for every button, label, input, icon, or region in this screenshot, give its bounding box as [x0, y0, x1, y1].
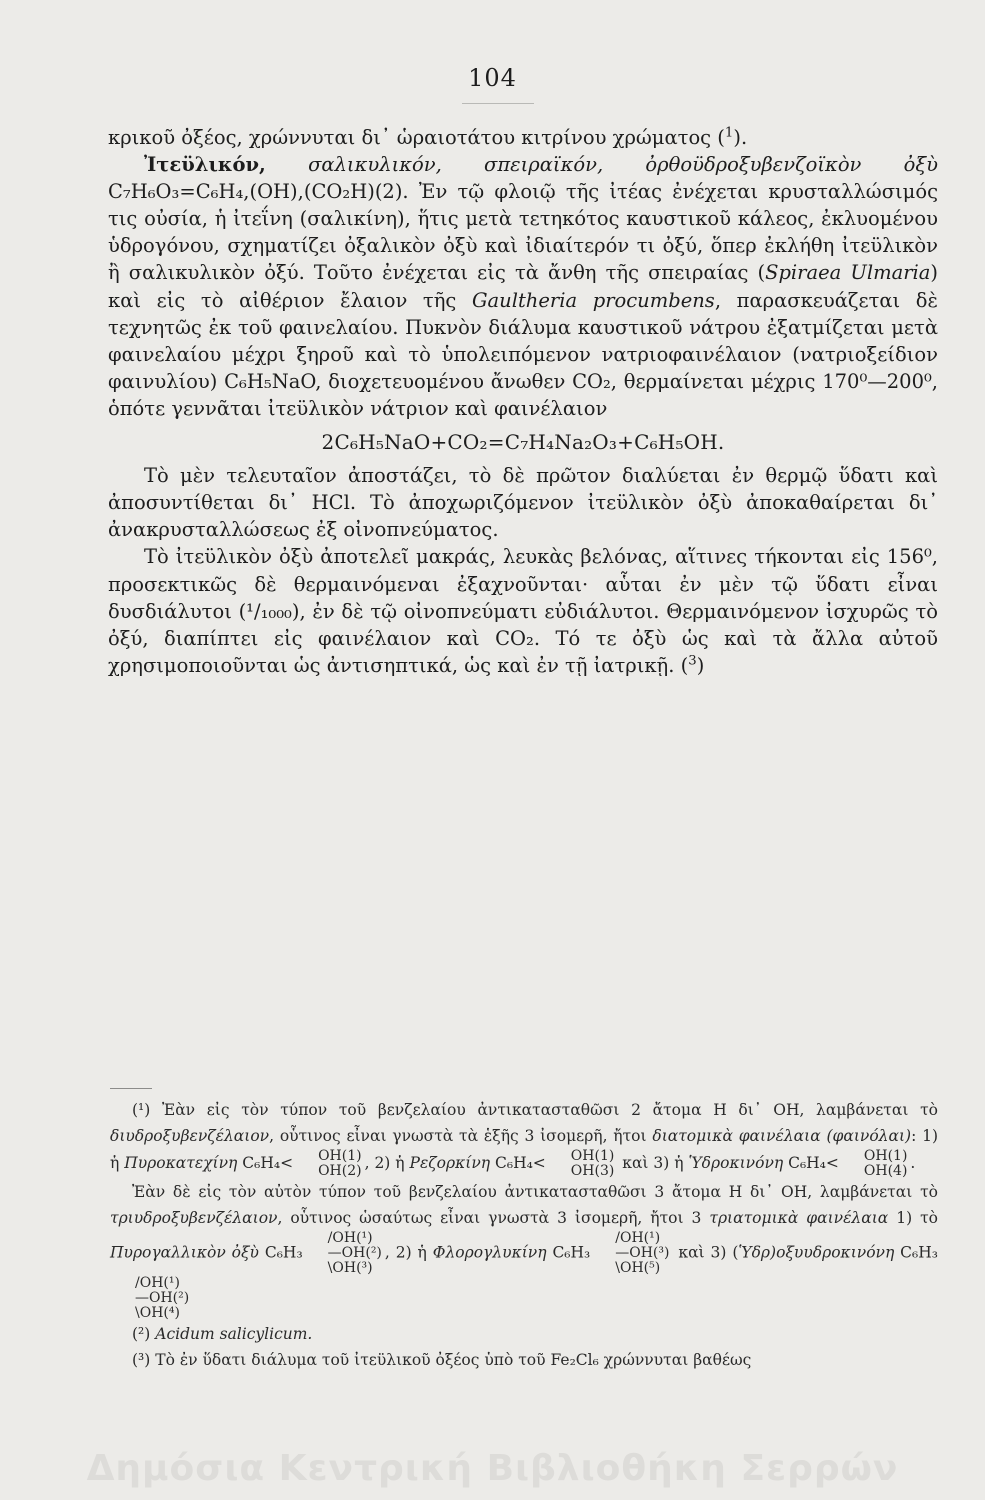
compound-name: Πυρογαλλικὸν ὀξὺ: [110, 1243, 259, 1262]
formula: C₆H₃: [900, 1243, 938, 1262]
footnote-marker: (²): [132, 1325, 151, 1343]
term: τριυδροξυβενζέλαιον: [110, 1209, 278, 1227]
substituent: OH(1): [863, 1148, 908, 1164]
paragraph-1: [108, 124, 938, 151]
formula: C₇H₆O₃=C₆H₄,(OH),(CO₂H): [108, 180, 375, 204]
paragraph-3: Τὸ μὲν τελευταῖον ἀποστάζει, τὸ δὲ πρῶτον διαλύεται ἐν θερμῷ ὕδατι καὶ ἀποσυντίθεται δι᾿ HCl. Τὸ ἀποχωριζόμενον ἰτεϋλικὸν ὀξὺ ἀποκαθαίρεται δι᾿ ἀνακρυσταλλώσεως ἐξ οἰνοπνεύματος.: [108, 464, 938, 542]
page-number: 104: [468, 64, 517, 92]
text-run: , οὗτινος εἶναι γνωστὰ τὰ ἑξῆς 3 ἰσομερῆ, ἤτοι: [269, 1127, 647, 1145]
paragraph-2: [108, 151, 938, 422]
formula: C₆H₃: [264, 1243, 303, 1262]
latin-name: Gaultheria procumbens: [471, 288, 715, 312]
text-run: ) καὶ εἰς τὸ αἰθέριον ἔλαιον τῆς: [108, 261, 938, 312]
footnote-2: [110, 1321, 938, 1347]
substituent: —OH(³): [615, 1245, 670, 1261]
text-run: Ἐν τῷ φλοιῷ τῆς ἰτέας ἐνέχεται κρυσταλλώσιμός τις οὐσία, ἡ ἰτεΐνη (σαλικίνη), ἥτις μετὰ τετηκότος καυστικοῦ κάλεος, ἐκλυομένου ὑδρογόνου, σχηματίζει ὀξαλικὸν ὀξὺ καὶ ἰδιαίτερόν τι ὀξύ, ὅπερ ἐκλήθη ἰτεϋλικὸν ἢ σαλικυλικὸν ὀξύ. Τοῦτο ἐνέχεται εἰς τὰ ἄνθη τῆς σπειραίας (: [108, 180, 939, 285]
footnotes: [110, 1097, 938, 1373]
substituent: OH(1): [570, 1148, 615, 1164]
compound-name: Ὑδροκινόνη: [688, 1154, 784, 1172]
term: διατομικὰ φαινέλαια (φαινόλαι): [652, 1127, 912, 1145]
footnote-ref: 1: [724, 125, 734, 141]
substituent-stack: [296, 1149, 362, 1179]
footnote-1: [110, 1097, 938, 1179]
compound-name: Φλορογλυκίνη: [432, 1243, 547, 1262]
latin-name: Acidum salicylicum.: [155, 1325, 313, 1343]
substituent-stack: [306, 1231, 382, 1276]
chemical-equation: 2C₆H₅NaO+CO₂=C₇H₄Na₂O₃+C₆H₅OH.: [321, 430, 725, 455]
text-run: καὶ 3) ἡ: [622, 1154, 684, 1172]
synonyms: σαλικυλικόν, σπειραϊκόν, ὀρθοϋδροξυβενζοϊκὸν ὀξὺ: [308, 153, 938, 177]
text-run: (¹) Ἐὰν εἰς τὸν τύπον τοῦ βενζελαίου ἀντικατασταθῶσι 2 ἄτομα H δι᾿ OH, λαμβάνεται τὸ: [132, 1101, 938, 1119]
text-run: ).: [733, 126, 748, 149]
substituent: /OH(¹): [327, 1230, 373, 1246]
formula: C₆H₄<: [788, 1154, 839, 1172]
text-run: , 2) ἡ: [364, 1154, 405, 1172]
text-run: , οὗτινος ὡσαύτως εἶναι γνωστὰ 3 ἰσομερῆ, ἤτοι 3: [277, 1209, 702, 1227]
text-run: , 2) ἡ: [384, 1243, 427, 1262]
paragraph-4: [108, 543, 938, 678]
formula: C₆H₄<: [495, 1154, 546, 1172]
text-run: , παρασκευάζεται δὲ τεχνητῶς ἐκ τοῦ φαινελαίου. Πυκνὸν διάλυμα καυστικοῦ νάτρου ἐξατμίζεται μετὰ φαινελαίου μέχρι ξηροῦ καὶ τὸ ὑπολειπόμενον νατριοφαινέλαιον (νατριοξείδιον φαινυλίου) C₆H₅NaO, διοχετευομένου ἄνωθεν CO₂, θερμαίνεται μέχρις 170⁰—200⁰, ὁπότε γεννᾶται ἰτεϋλικὸν νάτριον καὶ φαινέλαιον: [108, 288, 939, 420]
formula: C₆H₃: [552, 1243, 591, 1262]
compound-name: Πυροκατεχίνη: [124, 1154, 238, 1172]
footnote-ref: 3: [688, 653, 697, 669]
latin-name: Spiraea Ulmaria: [765, 261, 931, 285]
substituent-stack: [549, 1149, 615, 1179]
substituent: OH(1): [318, 1148, 362, 1164]
text-run: καὶ 3) (: [678, 1243, 739, 1262]
footnote-3: (³) Τὸ ἐν ὕδατι διάλυμα τοῦ ἰτεϋλικοῦ ὀξέος ὑπὸ τοῦ Fe₂Cl₆ χρώννυται βαθέως: [132, 1351, 752, 1369]
text-run: : 1) ἡ: [110, 1127, 938, 1172]
term: τριατομικὰ φαινέλαια: [709, 1209, 889, 1227]
text-run: Ἐὰν δὲ εἰς τὸν αὐτὸν τύπον τοῦ βενζελαίου ἀντικατασταθῶσι 3 ἄτομα H δι᾿ OH, λαμβάνεται τὸ: [132, 1183, 938, 1201]
footnote-rule: [110, 1088, 152, 1089]
header-rule: [462, 103, 534, 104]
substituent: \OH(⁴): [135, 1305, 180, 1321]
formula: C₆H₄<: [242, 1154, 294, 1172]
substituent: OH(3): [570, 1163, 615, 1179]
text-run: Τὸ ἰτεϋλικὸν ὀξὺ ἀποτελεῖ μακράς, λευκὰς βελόνας, αἵτινες τήκονται εἰς 156⁰, προσεκτικῶς δὲ θερμαινόμεναι ἐξαχνοῦνται· αὗται ἐν μὲν τῷ ὕδατι εἶναι δυσδιάλυτοι (¹/₁₀₀₀), ἐν δὲ τῷ οἰνοπνεύματι εὐδιάλυτοι. Θερμαινόμενον ἰσχυρῶς τὸ ὀξύ, διαπίπτει εἰς φαινέλαιον καὶ CO₂. Τό τε ὀξὺ ὡς καὶ τὰ ἄλλα αὐτοῦ χρησιμοποιοῦνται ὡς ἀντισηπτικά, ὡς καὶ ἐν τῇ ἰατρικῇ. (: [108, 545, 938, 677]
compound-name: Ρεζορκίνη: [409, 1154, 491, 1172]
term: διυδροξυβενζέλαιον: [110, 1127, 270, 1145]
text-run: 1) τὸ: [896, 1209, 938, 1227]
substituent-stack: [113, 1276, 189, 1321]
headword: Ἰτεϋλικόν,: [144, 153, 266, 177]
substituent: /OH(¹): [615, 1230, 661, 1246]
substituent: —OH(²): [327, 1245, 382, 1261]
substituent: \OH(⁵): [615, 1260, 661, 1276]
library-watermark: Δημόσια Κεντρική Βιβλιοθήκη Σερρών: [86, 1448, 899, 1489]
text-run: ): [696, 653, 705, 677]
substituent: /OH(¹): [135, 1275, 180, 1291]
substituent: OH(2): [318, 1163, 362, 1179]
text-run: .: [910, 1154, 916, 1172]
text-run: κρικοῦ ὀξέος, χρώννυται δι᾿ ὡραιοτάτου κιτρίνου χρώματος (: [108, 126, 725, 149]
footnote-ref: (2).: [374, 180, 409, 204]
substituent: \OH(³): [327, 1260, 373, 1276]
substituent-stack: [842, 1149, 908, 1179]
compound-name: Ὑδρ)οξυυδροκινόνη: [738, 1243, 895, 1262]
substituent: —OH(²): [135, 1290, 190, 1306]
footnote-1-continued: [110, 1179, 938, 1321]
main-text: [108, 124, 938, 679]
substituent-stack: [593, 1231, 669, 1276]
substituent: OH(4): [863, 1163, 908, 1179]
